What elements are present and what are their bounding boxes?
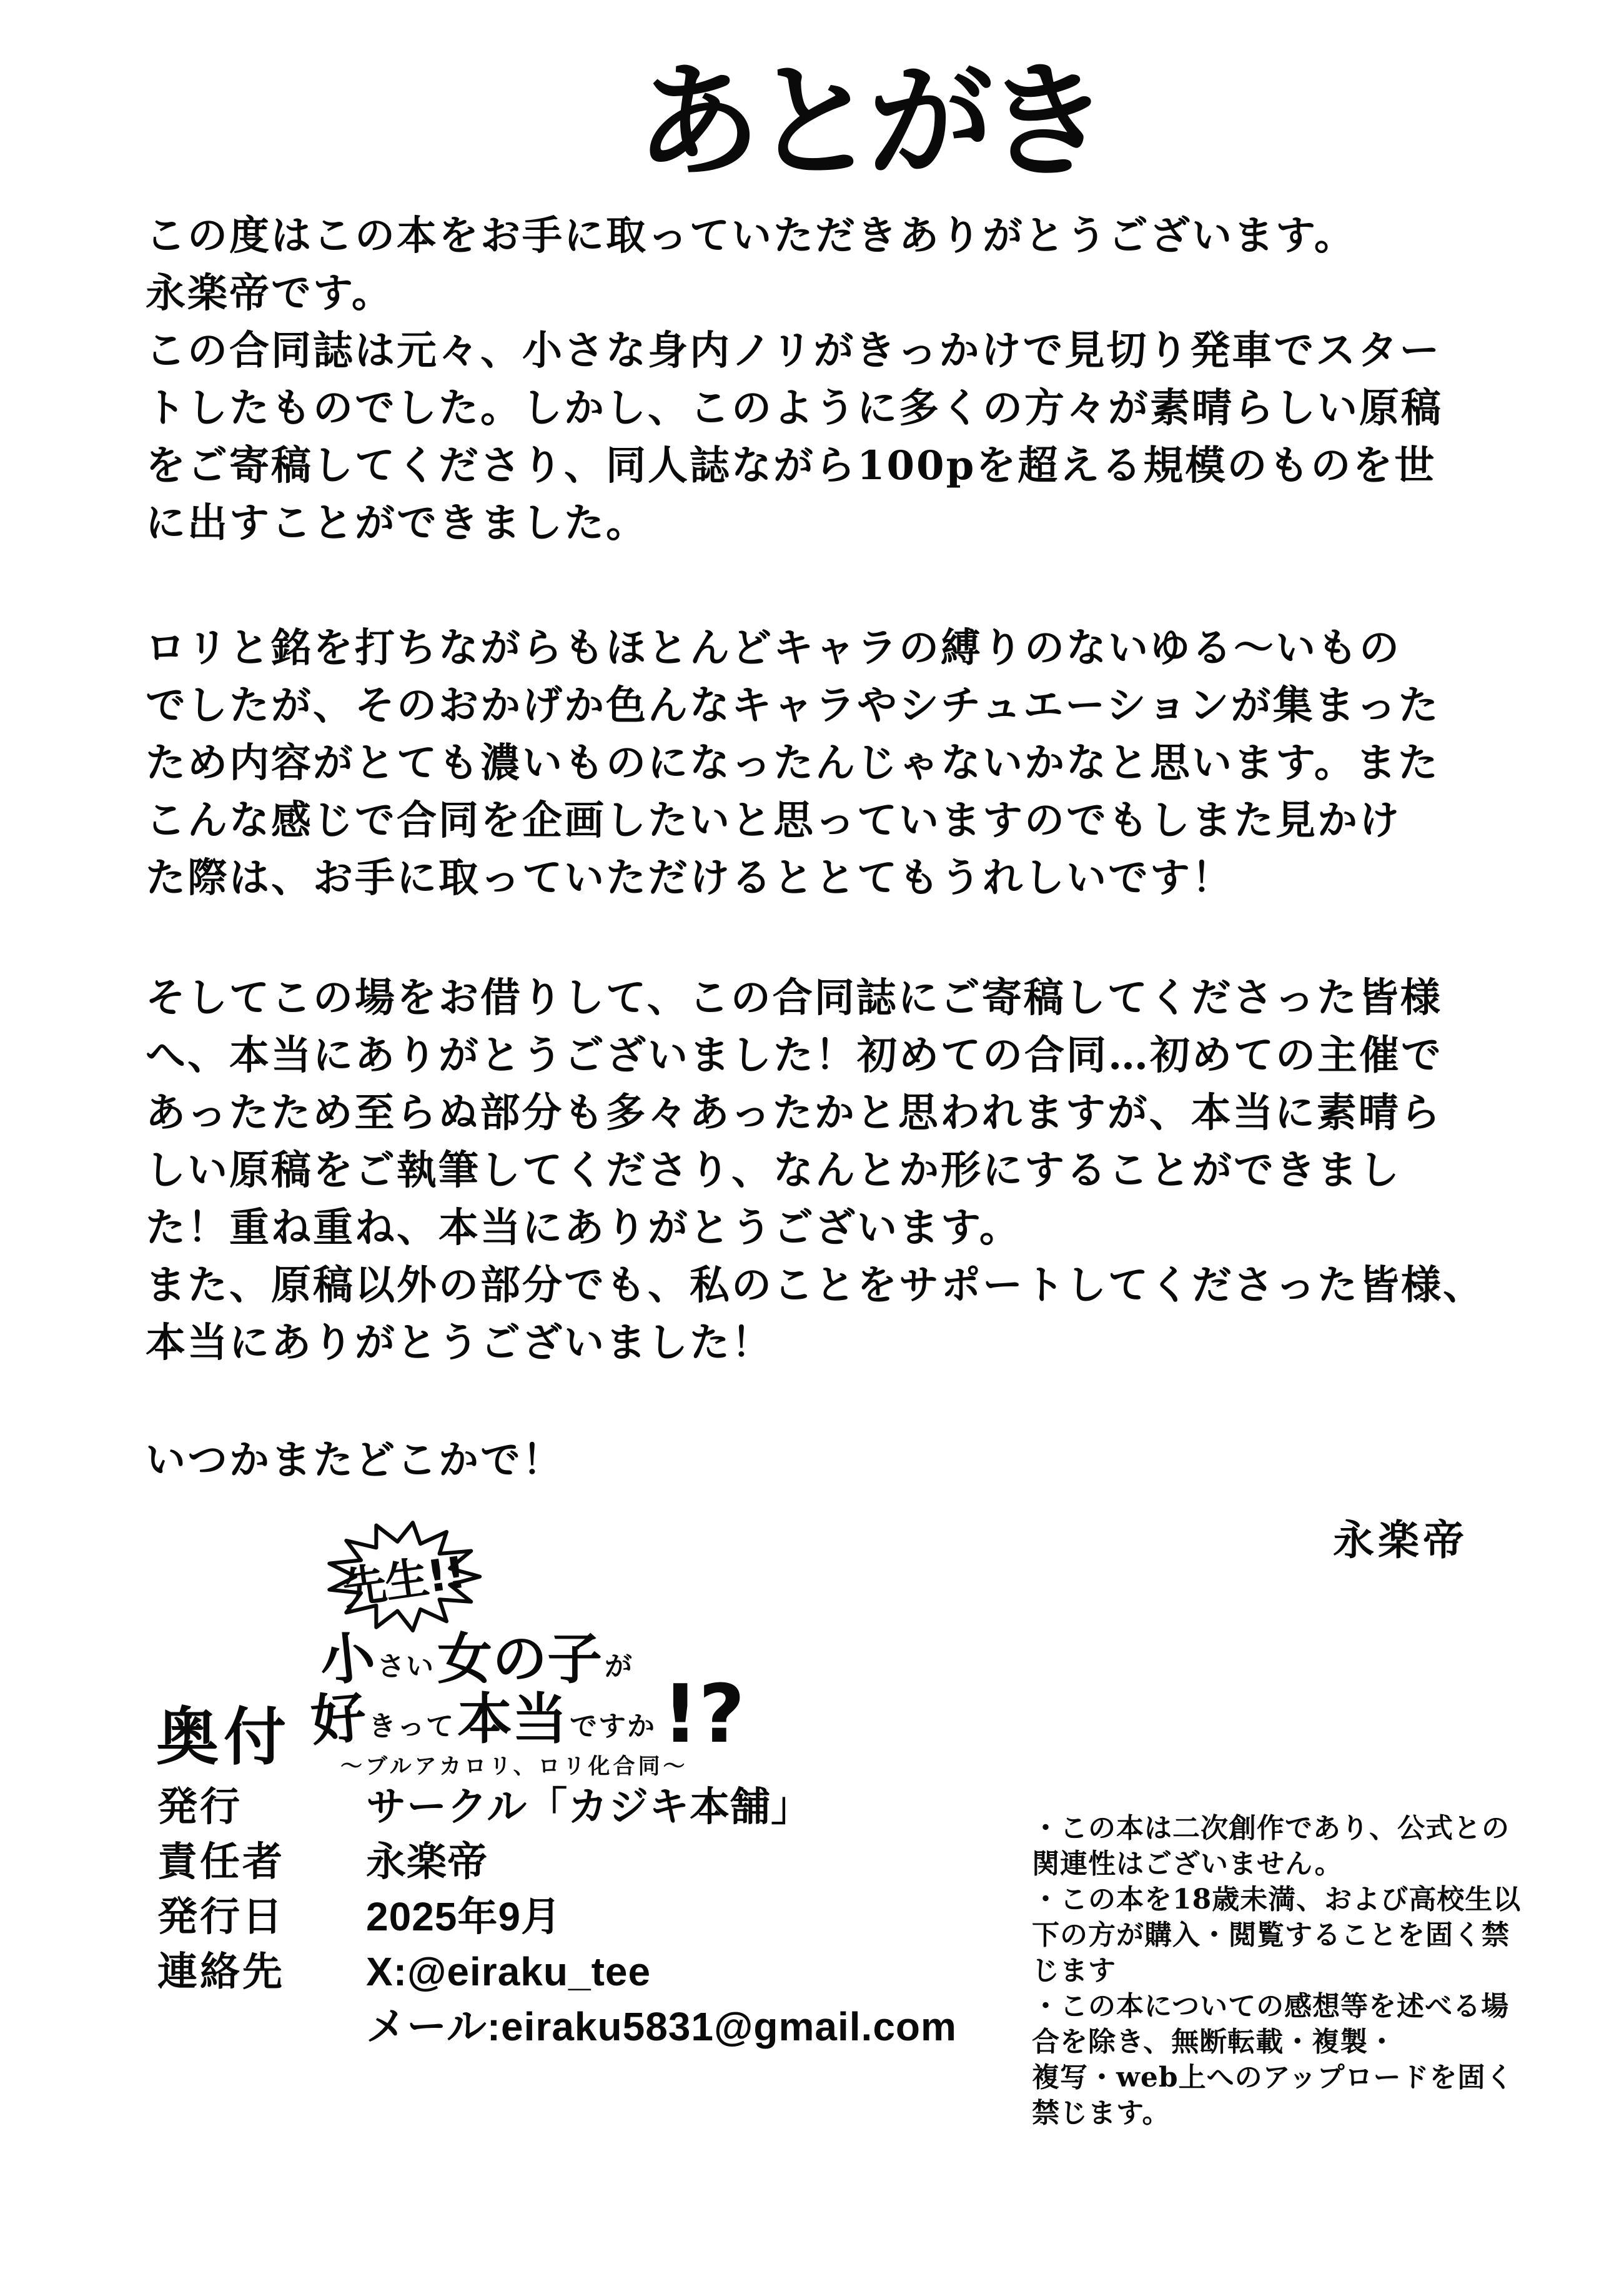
disclaimer-notes — [1032, 1810, 1538, 2131]
colophon-label: 連絡先 — [157, 1949, 285, 1994]
disclaimer-line: じます — [1032, 1955, 1116, 1987]
colophon-label: 責任者 — [157, 1839, 285, 1884]
burst-label: 先生!! — [339, 1546, 468, 1614]
logo-char-small: ですか — [570, 1711, 656, 1743]
afterword-paragraph-2 — [146, 620, 1570, 907]
logo-char-big: 好 — [308, 1684, 369, 1754]
disclaimer-line: ・この本についての感想等を述べる場 — [1032, 1990, 1510, 2022]
logo-char-small: さい — [377, 1651, 435, 1682]
disclaimer-line: ・この本を18歳未満、および高校生以 — [1032, 1884, 1522, 1915]
colophon-value: X:@eiraku_tee — [366, 1949, 651, 1994]
disclaimer-line: 下の方が購入・閲覧することを固く禁 — [1032, 1919, 1510, 1951]
sensei-burst-balloon — [322, 1519, 485, 1639]
disclaimer-line: 合を除き、無断転載・複製・ — [1032, 2026, 1397, 2058]
logo-char-big: 小 — [316, 1624, 379, 1694]
book-logo-subtitle: ～ブルアカロリ、ロリ化合同～ — [340, 1754, 688, 1779]
body-line: をご寄稿してくださり、同人誌ながら100pを超える規模のものを世 — [146, 442, 1437, 489]
colophon-value: 2025年9月 — [366, 1894, 562, 1939]
colophon-label — [157, 1999, 366, 2054]
body-line: に出すことができました。 — [146, 500, 648, 547]
body-line: でしたが、そのおかげか色んなキャラやシチュエーションが集まった — [146, 682, 1440, 729]
body-line: 永楽帝です。 — [146, 270, 394, 317]
colophon-value: サークル「カジキ本舗」 — [366, 1784, 812, 1829]
book-logo-line-2 — [308, 1668, 745, 1761]
page-title: あとがき — [635, 49, 1101, 195]
body-line: へ、本当にありがとうございました！初めての合同…初めての主催で — [146, 1032, 1443, 1079]
body-line: この度はこの本をお手に取っていただきありがとうございます。 — [146, 212, 1356, 259]
body-line: こんな感じで合同を企画したいと思っていますのでもしまた見かけ — [146, 797, 1401, 844]
book-logo-line-1 — [316, 1624, 636, 1694]
body-line: ため内容がとても濃いものになったんじゃないかなと思います。また — [146, 740, 1440, 787]
body-line: あったため至らぬ部分も多々あったかと思われますが、本当に素晴ら — [146, 1090, 1442, 1136]
body-line: 本当にありがとうございました！ — [146, 1319, 773, 1366]
colophon-row-contact — [157, 1944, 957, 1999]
logo-exclamation: !? — [662, 1668, 745, 1761]
logo-char-big: 本当 — [457, 1687, 568, 1752]
colophon-label: 発行 — [157, 1784, 242, 1829]
body-line: しい原稿をご執筆してくださり、なんとか形にすることができまし — [146, 1147, 1401, 1194]
body-line: いつかまたどこかで！ — [146, 1437, 564, 1484]
body-line: ロリと銘を打ちながらもほとんどキャラの縛りのないゆる～いもの — [146, 625, 1401, 672]
disclaimer-line: 関連性はございません。 — [1032, 1848, 1343, 1880]
colophon-heading: 奥付 — [156, 1701, 291, 1774]
body-line: た！重ね重ね、本当にありがとうございます。 — [146, 1204, 1021, 1251]
logo-char-big: 女の子 — [437, 1627, 603, 1691]
colophon-value: メール:eiraku5831@gmail.com — [366, 2004, 957, 2049]
afterword-paragraph-1 — [146, 207, 1570, 552]
disclaimer-line: ・この本は二次創作であり、公式との — [1032, 1812, 1510, 1844]
colophon-row-date — [157, 1889, 957, 1944]
afterword-paragraph-3 — [146, 970, 1570, 1372]
body-line: この合同誌は元々、小さな身内ノリがきっかけで見切り発車でスター — [146, 327, 1442, 374]
colophon-row-email — [157, 1999, 957, 2054]
body-line: そしてこの場をお借りして、この合同誌にご寄稿してくださった皆様 — [146, 975, 1442, 1021]
closing-line — [146, 1432, 1570, 1489]
disclaimer-line: 禁じます。 — [1032, 2097, 1171, 2129]
disclaimer-line: 複写・web上へのアップロードを固く — [1032, 2062, 1514, 2093]
author-signature: 永楽帝 — [1333, 1516, 1468, 1564]
logo-char-small: が — [605, 1651, 634, 1682]
colophon-table — [157, 1779, 957, 2054]
colophon-value: 永楽帝 — [366, 1839, 488, 1884]
body-line: た際は、お手に取っていただけるととてもうれしいです！ — [146, 855, 1234, 901]
colophon-label: 発行日 — [157, 1894, 285, 1939]
logo-char-small: きって — [369, 1711, 455, 1743]
body-line: トしたものでした。しかし、このように多くの方々が素晴らしい原稿 — [146, 385, 1443, 432]
colophon-row-publisher — [157, 1779, 957, 1834]
body-line: また、原稿以外の部分でも、私のことをサポートしてくださった皆様、 — [146, 1262, 1485, 1309]
colophon-row-responsible — [157, 1834, 957, 1889]
